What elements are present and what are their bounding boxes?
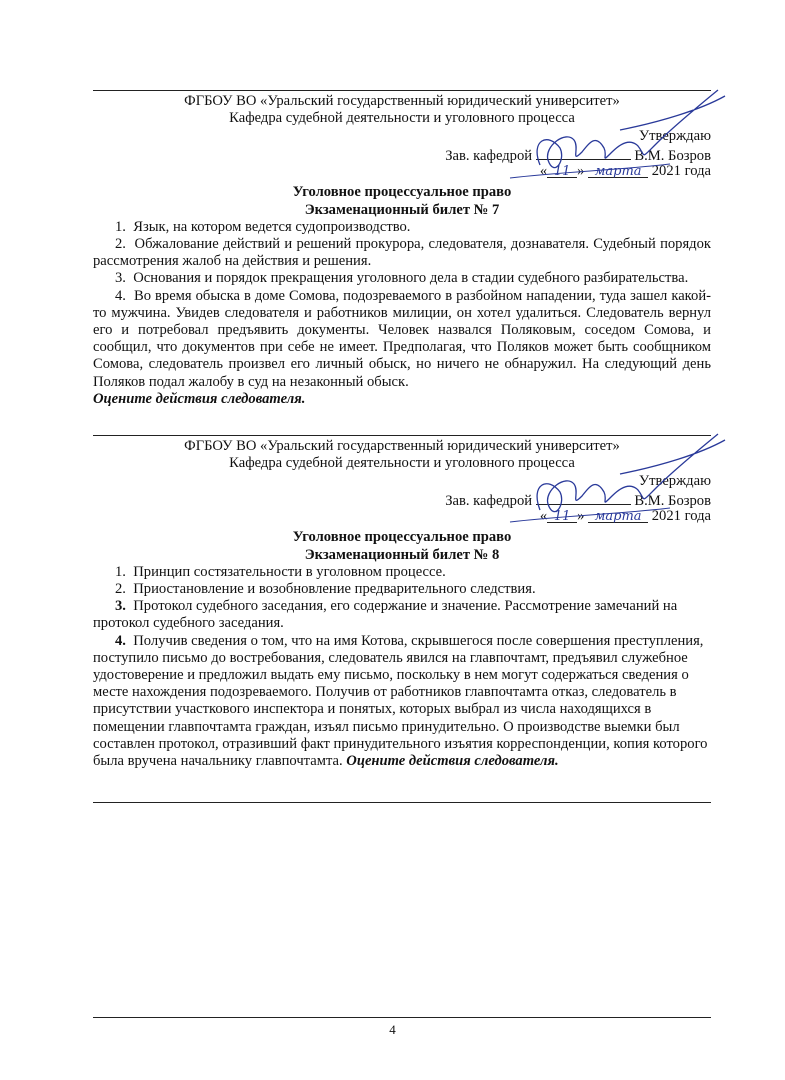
date-year: 2021 года	[651, 163, 711, 180]
approve-label: Утверждаю	[638, 128, 711, 145]
approve-label: Утверждаю	[638, 473, 711, 490]
task-instruction: Оцените действия следователя.	[346, 753, 559, 770]
date-month: марта	[588, 163, 648, 178]
question-item: 1. Принцип состязательности в уголовном процессе.	[115, 563, 446, 580]
date-line: « 11 » марта 2021 года	[539, 163, 711, 180]
question-item: 4. Получив сведения о том, что на имя Котова, скрывшегося после совершения преступления, поступило письмо до востребования, следователь явился на главпочтамт, предъявил служебное удостоверение и предложил выдать ему письмо, поскольку в нем могут содержаться сведения о месте нахождения подозреваемого. Получив от работников главпочтамта отказ, следователь в присутствии участкового инспектора и понятых, которых выбрал из числа находящихся в помещении главпочтамта граждан, изъял письмо принудительно. О производстве выемки был составлен протокол, отразивший факт принудительного изъятия корреспонденции, копия которого была вручена начальнику главпочтамта. Оцените действия следователя.	[93, 632, 708, 770]
signature-ticket-8	[470, 400, 730, 530]
org-name: ФГБОУ ВО «Уральский государственный юридический университет»	[184, 93, 620, 109]
question-item: 2. Приостановление и возобновление предварительного следствия.	[115, 581, 536, 598]
bottom-rule-ticket-8	[93, 802, 711, 803]
subject-title: Уголовное процессуальное право	[292, 529, 512, 546]
question-item: 3. Основания и порядок прекращения уголовного дела в стадии судебного разбирательства.	[115, 270, 689, 287]
head-name: В.М. Бозров	[634, 493, 711, 510]
department-name: Кафедра судебной деятельности и уголовного процесса	[229, 455, 575, 472]
org-name: ФГБОУ ВО «Уральский государственный юридический университет»	[184, 438, 620, 454]
date-day: 11	[547, 163, 577, 178]
signature-ticket-7	[470, 60, 730, 190]
footer-rule	[93, 1017, 711, 1018]
subject-title: Уголовное процессуальное право	[292, 184, 512, 201]
page-number: 4	[389, 1022, 396, 1037]
question-item: 3. Протокол судебного заседания, его содержание и значение. Рассмотрение замечаний на протокол судебного заседания.	[93, 598, 678, 632]
head-name: В.М. Бозров	[634, 148, 711, 165]
questions-list	[93, 219, 711, 391]
date-year: 2021 года	[651, 508, 711, 525]
date-month: марта	[588, 508, 648, 523]
question-item: 1. Язык, на котором ведется судопроизводство.	[115, 218, 411, 235]
ticket-title: Экзаменационный билет № 8	[304, 546, 500, 563]
ticket-title: Экзаменационный билет № 7	[304, 201, 500, 218]
department-name: Кафедра судебной деятельности и уголовного процесса	[229, 110, 575, 127]
question-item: 4. Во время обыска в доме Сомова, подозреваемого в разбойном нападении, туда зашел какой-то мужчина. Увидев следователя и работников милиции, он хотел удалиться. Следователь вернул его и потребовал предъявить документы. Человек назвался Поляковым, соседом Сомова, и сообщил, что документов при себе не имеет. Предполагая, что Поляков может быть сообщником Сомова, следователь произвел его личный обыск, но ничего не обнаружил. На следующий день Поляков подал жалобу в суд на незаконный обыск.	[93, 287, 711, 390]
task-instruction: Оцените действия следователя.	[93, 390, 306, 407]
date-day: 11	[547, 508, 577, 523]
date-line: « 11 » марта 2021 года	[539, 508, 711, 525]
questions-list	[93, 564, 711, 770]
head-label: Зав. кафедрой	[445, 148, 533, 165]
head-label: Зав. кафедрой	[445, 493, 533, 510]
question-item: 2. Обжалование действий и решений прокурора, следователя, дознавателя. Судебный порядок рассмотрения жалоб на действия и решения.	[93, 236, 711, 270]
